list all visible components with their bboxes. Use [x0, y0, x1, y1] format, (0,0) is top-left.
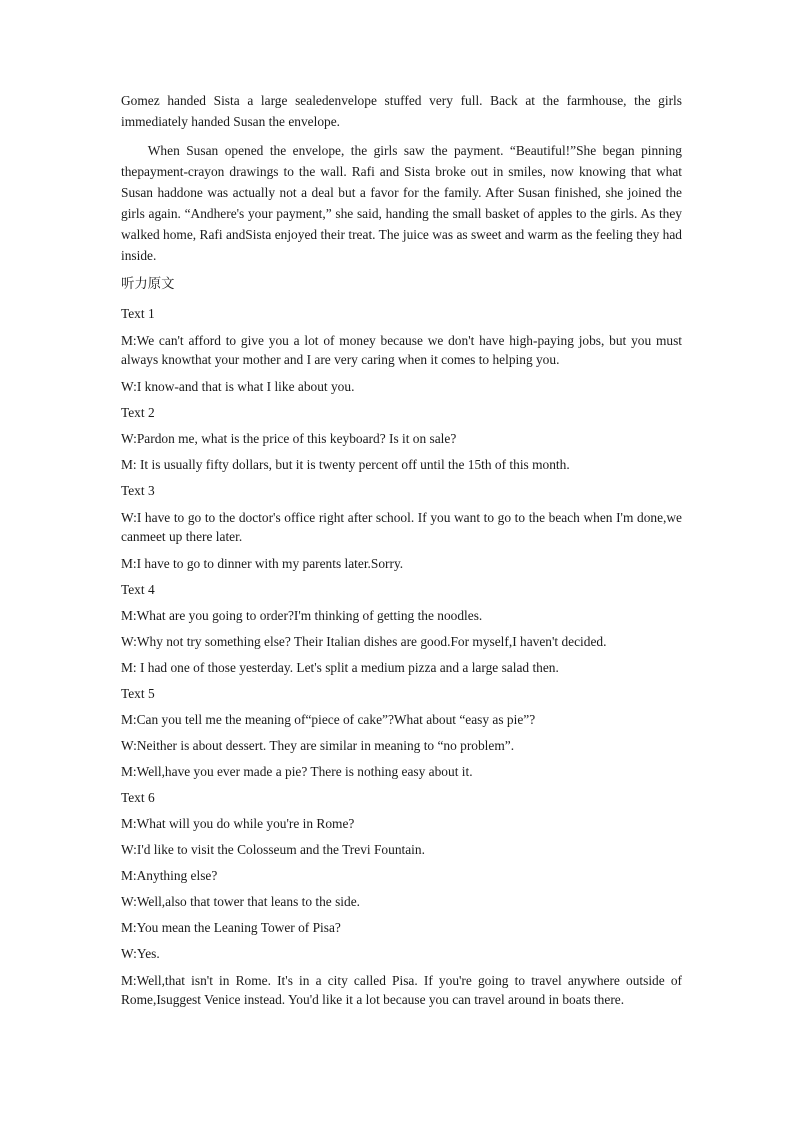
- dialogue-line: M:Anything else?: [121, 868, 218, 883]
- dialogue-line: W:I have to go to the doctor's office right after school. If you want to go to the beach when I'm done,we canmeet up there later.: [121, 510, 682, 544]
- text-section-2: [121, 404, 682, 473]
- text-label: Text 5: [121, 686, 155, 701]
- dialogue-line: M:I have to go to dinner with my parents later.Sorry.: [121, 556, 404, 571]
- dialogue-line: M: It is usually fifty dollars, but it is twenty percent off until the 15th of this month.: [121, 457, 570, 472]
- dialogue-line: M:What will you do while you're in Rome?: [121, 816, 355, 831]
- story-paragraph-1: Gomez handed Sista a large sealedenvelope stuffed very full. Back at the farmhouse, the girls immediately handed Susan the envelope.: [121, 93, 682, 129]
- text-label: Text 6: [121, 790, 155, 805]
- dialogue-line: M:What are you going to order?I'm thinking of getting the noodles.: [121, 608, 483, 623]
- text-label: Text 4: [121, 582, 155, 597]
- dialogue-line: W:Why not try something else? Their Italian dishes are good.For myself,I haven't decided.: [121, 634, 607, 649]
- story-paragraph-2: When Susan opened the envelope, the girls saw the payment. “Beautiful!”She began pinning thepayment-crayon drawings to the wall. Rafi and Sista broke out in smiles, now knowing that what Susan haddone was actually not a deal but a favor for the family. After Susan finished, she joined the girls again. “Andhere's your payment,” she said, handing the small basket of apples to the girls. As they walked home, Rafi andSista enjoyed their treat. The juice was as sweet and warm as the feeling they had inside.: [121, 143, 682, 263]
- dialogue-line: W:I know-and that is what I like about you.: [121, 379, 355, 394]
- dialogue-line: W:Well,also that tower that leans to the side.: [121, 894, 361, 909]
- text-section-4: [121, 581, 682, 676]
- transcript-heading: 听力原文: [121, 277, 175, 292]
- dialogue-line: M:You mean the Leaning Tower of Pisa?: [121, 920, 341, 935]
- text-label: Text 1: [121, 306, 155, 321]
- dialogue-line: M:Well,have you ever made a pie? There is nothing easy about it.: [121, 764, 473, 779]
- dialogue-line: W:Yes.: [121, 946, 160, 961]
- dialogue-line: M:Can you tell me the meaning of“piece of cake”?What about “easy as pie”?: [121, 712, 536, 727]
- text-section-1: [121, 305, 682, 395]
- dialogue-line: W:Pardon me, what is the price of this keyboard? Is it on sale?: [121, 431, 457, 446]
- text-label: Text 2: [121, 405, 155, 420]
- text-section-3: [121, 482, 682, 572]
- dialogue-line: W:I'd like to visit the Colosseum and the Trevi Fountain.: [121, 842, 425, 857]
- dialogue-line: W:Neither is about dessert. They are similar in meaning to “no problem”.: [121, 738, 515, 753]
- dialogue-line: M:We can't afford to give you a lot of money because we don't have high-paying jobs, but you must always knowthat your mother and I are very caring when it comes to helping you.: [121, 333, 682, 367]
- dialogue-line: M: I had one of those yesterday. Let's split a medium pizza and a large salad then.: [121, 660, 559, 675]
- text-label: Text 3: [121, 483, 155, 498]
- text-section-6: [121, 789, 682, 1009]
- text-section-5: [121, 685, 682, 780]
- dialogue-line: M:Well,that isn't in Rome. It's in a city called Pisa. If you're going to travel anywhere outside of Rome,Isuggest Venice instead. You'd like it a lot because you can travel around in boats there.: [121, 973, 682, 1007]
